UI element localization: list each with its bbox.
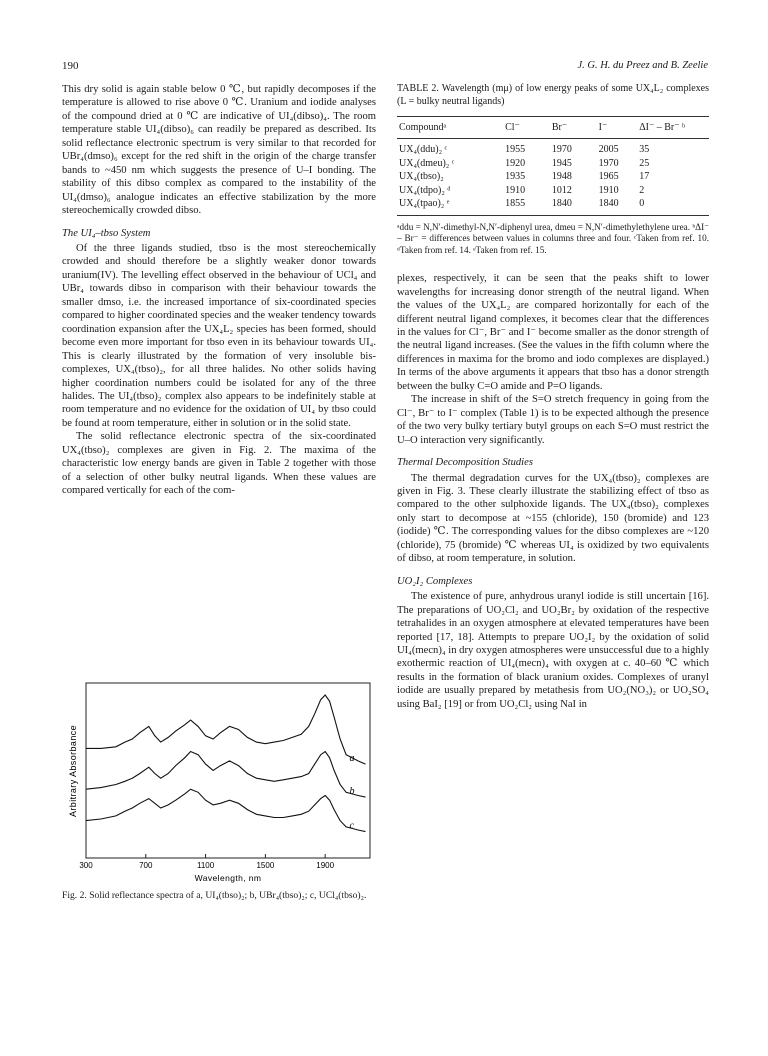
table-cell: UX₄(tbso)₂ bbox=[399, 171, 444, 183]
figure-caption: Fig. 2. Solid reflectance spectra of a, UI₄(tbso)₂; b, UBr₄(tbso)₂; c, UCl₄(tbso)₂. bbox=[62, 890, 367, 901]
spectrum-curve-a bbox=[86, 695, 366, 764]
table-cell: 1948 bbox=[551, 171, 572, 183]
left-column bbox=[62, 83, 376, 498]
section-title-uo2i2: UO₂I₂ Complexes bbox=[397, 575, 473, 587]
page-number: 190 bbox=[62, 60, 79, 72]
table-cell: 1955 bbox=[505, 144, 526, 156]
table-cell: 1965 bbox=[598, 171, 619, 183]
table-cell: 1910 bbox=[505, 184, 526, 196]
curve-label-c: c bbox=[349, 820, 354, 832]
spectrum-curve-b bbox=[86, 752, 366, 798]
table-cell: 1840 bbox=[598, 198, 619, 210]
right-column bbox=[397, 83, 709, 711]
table-cell: 0 bbox=[639, 198, 645, 210]
table-cell: 2005 bbox=[598, 144, 619, 156]
table-header-row bbox=[397, 117, 709, 139]
spectrum-curve-c bbox=[86, 789, 366, 831]
figure-2 bbox=[62, 677, 376, 902]
curve-label-a: a bbox=[349, 753, 355, 765]
table-cell: UX₄(tpao)₂ ᵉ bbox=[399, 198, 450, 210]
table-row bbox=[397, 197, 709, 214]
table-row bbox=[397, 184, 709, 197]
running-head: J. G. H. du Preez and B. Zeelie bbox=[577, 60, 708, 71]
paragraph-right-1: plexes, respectively, it can be seen that the peaks shift to lower wavelengths for increasing donor strength of the neutral ligand. When the values of the UX₄L₂ are compared horizontally for each of the different neutral ligand complexes, it becomes clear that the differences in the values for Cl⁻, Br⁻ and I⁻ become smaller as the donor strength of the neutral ligand increases. (See the values in the fifth column where the differences in maxima for the bromo and iodo complexes are displayed.) In terms of the above arguments it appears that tbso has a donor strength between the bulky C=O amide and P=O ligands. bbox=[397, 273, 709, 392]
x-tick-label: 700 bbox=[139, 861, 153, 870]
col-header: Br⁻ bbox=[550, 117, 597, 139]
table-cell: 1910 bbox=[598, 184, 619, 196]
curve-label-b: b bbox=[349, 786, 355, 798]
table-row bbox=[397, 157, 709, 170]
table-cell: UX₄(dmeu)₂ ᶜ bbox=[399, 157, 455, 169]
y-axis-label: Arbitrary Absorbance bbox=[68, 724, 78, 818]
section-title-ui4-tbso: The UI₄–tbso System bbox=[62, 227, 151, 239]
table-cell: 1935 bbox=[505, 171, 526, 183]
table-cell: 1945 bbox=[551, 157, 572, 169]
spectra-chart bbox=[62, 677, 376, 887]
table-cell: 2 bbox=[639, 184, 645, 196]
x-tick-label: 1900 bbox=[316, 861, 335, 870]
col-header: I⁻ bbox=[597, 117, 638, 139]
table-cell: 1012 bbox=[551, 184, 572, 196]
table-cell: 1970 bbox=[598, 157, 619, 169]
table-2 bbox=[397, 116, 709, 216]
x-tick-label: 1100 bbox=[196, 861, 215, 870]
plot-frame bbox=[86, 683, 370, 858]
table-row bbox=[397, 139, 709, 157]
table-cell: UX₄(ddu)₂ ᶜ bbox=[399, 144, 448, 156]
paragraph-tbso-1: Of the three ligands studied, tbso is the most stereochemically crowded and should therefore be a slightly weaker donor towards uranium(IV). The levelling effect observed in the behaviour of UCl₄ and UBr₄ towards dibso in comparison with their behaviour towards the smaller dmso, i.e. the increased importance of six-coordinated species compared to higher coordinated species and the weaker tendency towards coordination expansion after the UX₄L₂ species has been formed, should become even more important for tbso even in its behaviour towards UI₄. This is clearly illustrated by the formation of very insoluble bis-complexes, UX₄(tbso)₂, for all three halides. No other solids having higher coordination numbers could be isolated for any of the three halides. The UI₄(tbso)₂ complex also appears to be indefinitely stable at room temperature and no evidence for the oxidation of UI₄ by tbso could be found at room temperature, either in solution or in the solid state. bbox=[62, 242, 376, 429]
table-2-grid bbox=[397, 117, 709, 215]
intro-paragraph: This dry solid is again stable below 0 ℃, but rapidly decomposes if the temperature is allowed to rise above 0 ℃. Uranium and iodide analyses of the compound dried at 0 ℃ are indicative of UI₄(dibso)₄. The room temperature stable UI₄(dibso)₆ can readily be prepared as described. Its solid reflectance electronic spectrum is very similar to that recorded for UBr₄(dmso)₆ except for the red shift in the origin of the charge transfer bands to ~450 nm which suggests the presence of U–I bonding. The stability of this dibso complex as compared to the instability of the UI₄(dmso)₆ analogue indicates an effective stabilization by the more stereochemically crowded dibso. bbox=[62, 84, 376, 217]
table-cell: 1855 bbox=[505, 198, 526, 210]
table-cell: UX₄(tdpo)₂ ᵈ bbox=[399, 184, 451, 196]
table-cell: 1840 bbox=[551, 198, 572, 210]
table-footnotes: ᵃddu = N,N′-dimethyl-N,N′-diphenyl urea, dmeu = N,N′-dimethylethylene urea. ᵇΔI⁻ – Br⁻ = differences between values in columns three and four. ᶜTaken from ref. 10. ᵈTaken from ref. 14. ᵉTaken from ref. 15. bbox=[397, 221, 709, 255]
paragraph-thermal: The thermal degradation curves for the UX₄(tbso)₂ complexes are given in Fig. 3. These clearly illustrate the stabilizing effect of tbso as compared to the other sulphoxide ligands. The UX₄(tbso)₂ complexes only start to decompose at ~155 (chloride), 150 (bromide) and 123 (iodide) ℃. The corresponding values for the dibso complexes are ~120 (chloride), 75 (bromide) ℃ whereas UI₄ is oxidized by two equivalents of dibso, at room temperature, in solution. bbox=[397, 472, 709, 565]
table-caption: TABLE 2. Wavelength (mμ) of low energy peaks of some UX₄L₂ complexes (L = bulky neutral ligands) bbox=[397, 83, 709, 107]
x-axis-label: Wavelength, nm bbox=[194, 873, 262, 883]
x-tick-label: 1500 bbox=[256, 861, 275, 870]
table-cell: 1920 bbox=[505, 157, 526, 169]
x-tick-label: 300 bbox=[79, 861, 93, 870]
table-cell: 17 bbox=[639, 171, 650, 183]
col-header: Compoundᵃ bbox=[397, 117, 503, 139]
col-header: ΔI⁻ – Br⁻ ᵇ bbox=[637, 117, 709, 139]
col-header: Cl⁻ bbox=[503, 117, 550, 139]
paragraph-uo2i2: The existence of pure, anhydrous uranyl iodide is still uncertain [16]. The preparations of UO₂Cl₂ and UO₂Br₂ by oxidation of the respective tetrahalides in an oxygen atmosphere at elevated temperatures have been reported [17, 18]. Attempts to prepare UO₂I₂ by the oxidation of solid UI₄(mecn)₄ in dry oxygen atmospheres were unsuccessful due to a highly exothermic reaction of UI₄(mecn)₄ with oxygen at c. 40–60 ℃ which results in the formation of black uranium oxides. Complexes of uranyl iodide are usually prepared by metathesis from UO₂(NO₃)₂ or UO₂SO₄ using BaI₂ [19] or from UO₂Cl₂ using NaI in bbox=[397, 591, 709, 710]
table-row bbox=[397, 170, 709, 183]
table-cell: 25 bbox=[639, 157, 650, 169]
paragraph-tbso-2: The solid reflectance electronic spectra of the six-coordinated UX₄(tbso)₂ complexes are given in Fig. 2. The maxima of the characteristic low energy bands are given in Table 2 together with those of a selection of other bulky neutral ligands. When these values are compared vertically for each of the com- bbox=[62, 431, 376, 497]
table-cell: 35 bbox=[639, 144, 650, 156]
table-cell: 1970 bbox=[551, 144, 572, 156]
section-title-thermal: Thermal Decomposition Studies bbox=[397, 457, 533, 469]
paragraph-right-2: The increase in shift of the S=O stretch frequency in going from the Cl⁻, Br⁻ to I⁻ complex (Table 1) is to be expected although the presence of the two very bulky tertiary butyl groups on each S=O must restrict the U–O interaction very significantly. bbox=[397, 394, 709, 446]
